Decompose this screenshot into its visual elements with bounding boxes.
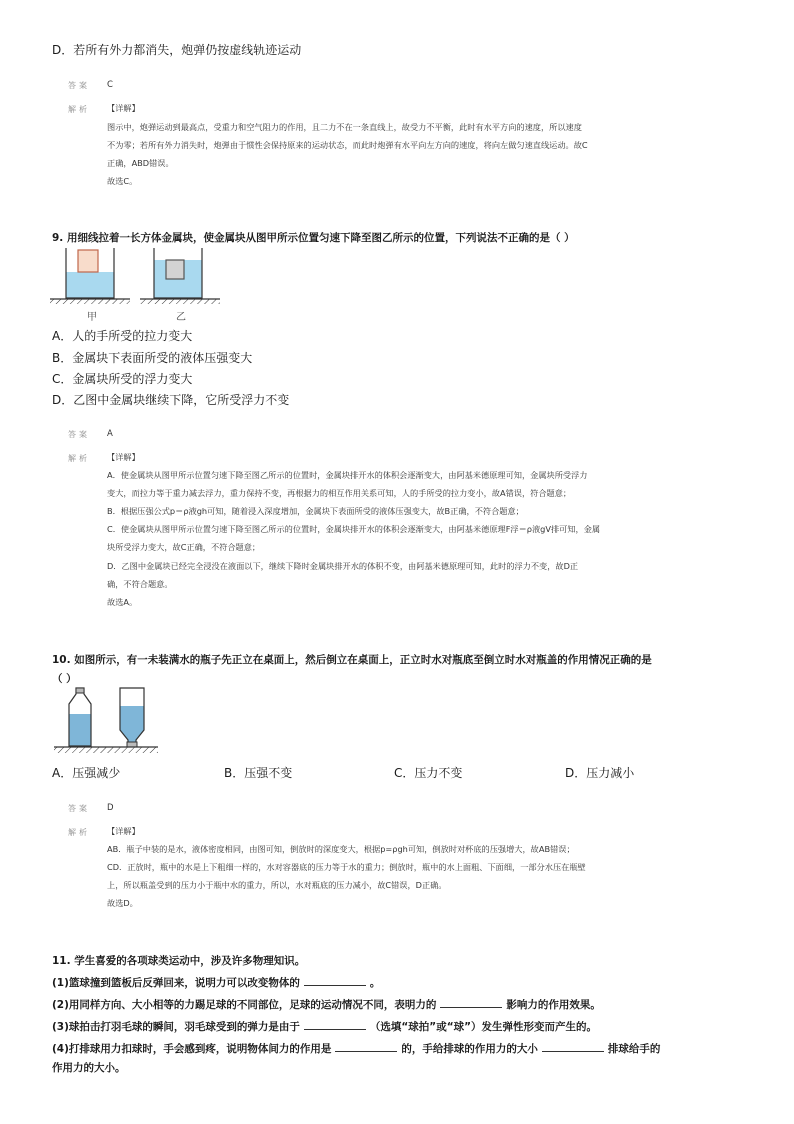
q10-exp-line-4: 故选D。 — [107, 898, 138, 908]
q9-fig-label-jia: 甲 — [87, 312, 97, 323]
q9-exp-line-8: 故选A。 — [107, 597, 138, 607]
q11-part-3-text-a: (3)球拍击打羽毛球的瞬间，羽毛球受到的弹力是由于 — [52, 1021, 300, 1033]
q9-detail-tag: 【详解】 — [107, 452, 140, 462]
q9-option-a: A．人的手所受的拉力变大 — [52, 329, 193, 343]
q10-exp-line-3: 上，所以瓶盖受到的压力小于瓶中水的重力，所以，水对瓶底的压力减小，故C错误，D正确。 — [107, 880, 447, 890]
q8-exp-line-1: 图示中，炮弹运动到最高点，受重力和空气阻力的作用，且二力不在一条直线上，故受力不平衡，此时有水平方向的速度，所以速度 — [107, 122, 582, 132]
q10-exp-line-2: CD．正放时，瓶中的水是上下粗细一样的，水对容器底的压力等于水的重力；倒放时，瓶中的水上面粗、下面细，一部分水压在瓶壁 — [107, 862, 586, 872]
q11-part-4-text-a: (4)打排球用力扣球时，手会感到疼，说明物体间力的作用是 — [52, 1043, 332, 1055]
q11-blank-1[interactable] — [304, 976, 366, 986]
q8-answer: C — [107, 80, 113, 90]
q10-option-b: B．压强不变 — [224, 766, 293, 780]
q10-answer-label: 答案 — [68, 804, 90, 813]
q9-option-c: C．金属块所受的浮力变大 — [52, 372, 193, 386]
q8-exp-line-2: 不为零；若所有外力消失时，炮弹由于惯性会保持原来的运动状态，而此时炮弹有水平向左方向的速度，将向左做匀速直线运动。故C — [107, 140, 588, 150]
q9-exp-line-2: 变大，而拉力等于重力减去浮力，重力保持不变，再根据力的相互作用关系可知，人的手所受的拉力变小，故A错误，符合题意； — [107, 488, 572, 498]
q9-exp-line-5: 块所受浮力变大，故C正确，不符合题意； — [107, 542, 261, 552]
q11-part-3 — [52, 1019, 597, 1034]
bottle-inverted — [120, 688, 144, 747]
q9-exp-line-3: B．根据压强公式p＝ρ液gh可知，随着浸入深度增加，金属块下表面所受的液体压强变大，故B正确，不符合题意； — [107, 506, 524, 516]
q8-detail-tag: 【详解】 — [107, 103, 140, 113]
q8-option-d: D．若所有外力都消失，炮弹仍按虚线轨迹运动 — [52, 43, 302, 57]
q11-blank-4[interactable] — [335, 1042, 397, 1052]
q10-title-line-2: （ ） — [52, 673, 77, 685]
q9-answer: A — [107, 429, 113, 439]
q11-blank-2[interactable] — [440, 998, 502, 1008]
q9-fig-label-yi: 乙 — [176, 312, 186, 323]
q11-part-1 — [52, 975, 380, 990]
q9-option-b: B．金属块下表面所受的液体压强变大 — [52, 351, 253, 365]
bottle-upright — [69, 688, 91, 746]
q11-part-4-cont: 作用力的大小。 — [52, 1062, 126, 1074]
q11-title: 11. 学生喜爱的各项球类运动中，涉及许多物理知识。 — [52, 955, 306, 967]
q9-exp-line-7: 确，不符合题意。 — [107, 579, 173, 589]
q8-exp-line-3: 正确，ABD错误。 — [107, 158, 174, 168]
metal-block-yi — [166, 260, 184, 279]
q11-part-4-text-b: 的，手给排球的作用力的大小 — [401, 1043, 538, 1055]
q9-title: 9. 用细线拉着一长方体金属块，使金属块从图甲所示位置匀速下降至图乙所示的位置，下列说法不正确的是（ ） — [52, 232, 575, 244]
q10-answer: D — [107, 803, 114, 813]
q11-part-4-text-c: 排球给手的 — [607, 1043, 661, 1055]
q8-exp-line-4: 故选C。 — [107, 176, 138, 186]
q11-part-1-text-a: (1)篮球撞到篮板后反弹回来，说明力可以改变物体的 — [52, 977, 300, 989]
q9-exp-line-1: A．使金属块从图甲所示位置匀速下降至图乙所示的位置时，金属块排开水的体积会逐渐变大，由阿基米德原理可知，金属块所受浮力 — [107, 470, 588, 480]
q9-exp-line-6: D．乙图中金属块已经完全浸没在液面以下，继续下降时金属块排开水的体积不变，由阿基米德原理可知，此时的浮力不变，故D正 — [107, 561, 579, 571]
q11-part-2-text-b: 影响力的作用效果。 — [506, 999, 601, 1011]
q11-blank-5[interactable] — [542, 1042, 604, 1052]
q11-blank-3[interactable] — [304, 1020, 366, 1030]
q9-answer-label: 答案 — [68, 430, 90, 439]
q10-option-c: C．压力不变 — [394, 766, 463, 780]
q11-part-3-text-b: （选填“球拍”或“球”）发生弹性形变而产生的。 — [369, 1021, 598, 1033]
q9-analysis-label: 解析 — [68, 454, 90, 463]
q9-exp-line-4: C．使金属块从图甲所示位置匀速下降至图乙所示的位置时，金属块排开水的体积会逐渐变大，由阿基米德原理F浮＝ρ液gV排可知，金属 — [107, 524, 601, 534]
q11-part-4 — [52, 1041, 660, 1056]
q11-part-2 — [52, 997, 601, 1012]
q9-figure — [50, 246, 222, 324]
q10-analysis-label: 解析 — [68, 828, 90, 837]
beaker-jia — [50, 248, 130, 304]
q9-option-d: D．乙图中金属块继续下降，它所受浮力不变 — [52, 393, 290, 407]
metal-block-jia — [78, 250, 98, 272]
q10-figure — [54, 686, 158, 756]
q10-title-line-1: 10. 如图所示，有一未装满水的瓶子先正立在桌面上，然后倒立在桌面上，正立时水对瓶底至倒立时水对瓶盖的作用情况正确的是 — [52, 654, 652, 666]
q8-answer-label: 答案 — [68, 81, 90, 90]
q8-analysis-label: 解析 — [68, 105, 90, 114]
q10-exp-line-1: AB．瓶子中装的是水，液体密度相同，由图可知，倒放时的深度变大，根据p=ρgh可知，倒放时对杯底的压强增大，故AB错误； — [107, 844, 575, 854]
q10-option-d: D．压力减小 — [565, 766, 635, 780]
beaker-yi — [140, 248, 220, 304]
q11-part-2-text-a: (2)用同样方向、大小相等的力踢足球的不同部位，足球的运动情况不同，表明力的 — [52, 999, 437, 1011]
q11-part-1-text-b: 。 — [369, 977, 381, 989]
q10-option-a: A．压强减少 — [52, 766, 121, 780]
q10-detail-tag: 【详解】 — [107, 826, 140, 836]
